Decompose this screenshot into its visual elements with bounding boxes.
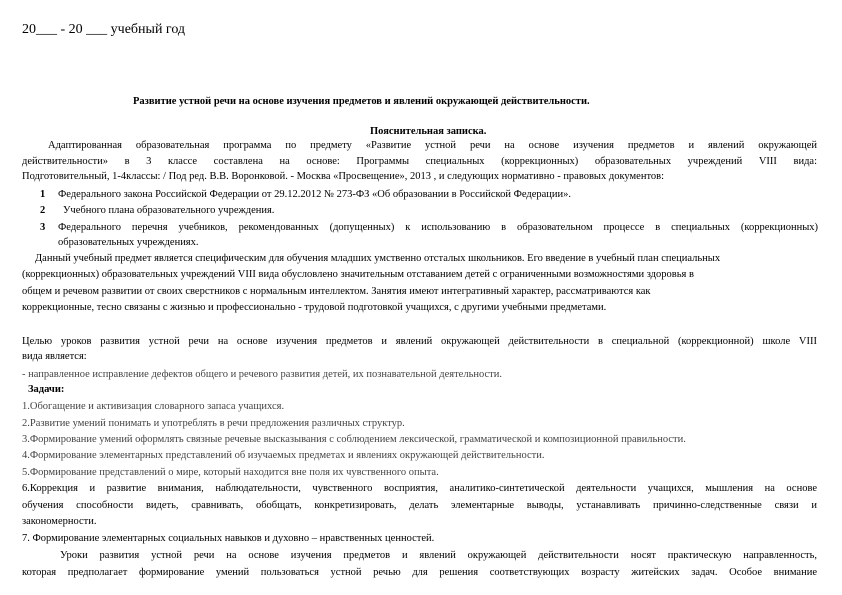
para2-line-3: общем и речевом развитии от своих сверстников с нормальным интеллектом. Занятия имеют интегративный характер, рассматриваются как (22, 286, 651, 297)
list-item-3: Федерального перечня учебников, рекомендованных (допущенных) к использованию в образовательном процессе в специальных (коррекционных) (58, 222, 818, 233)
goal-line-1: Целью уроков развития устной речи на основе изучения предметов и явлений окружающей действительности в специальной (коррекционной) школе VIII (22, 336, 817, 347)
task-6-line-3: закономерности. (22, 516, 97, 527)
task-5: 5.Формирование представлений о мире, который находится вне поля их чувственного опыта. (22, 467, 439, 478)
closing-line-1: Уроки развития устной речи на основе изучения предметов и явлений окружающей действительности носят практическую направленность, (60, 550, 817, 561)
goal-line-2: вида является: (22, 351, 87, 362)
task-4: 4.Формирование элементарных представлений об изучаемых предметах и явлениях окружающей действительности. (22, 450, 545, 461)
list-num-2: 2 (40, 205, 46, 216)
para2-line-1: Данный учебный предмет является специфическим для обучения младших умственно отсталых школьников. Его введение в учебный план специальных (35, 253, 721, 264)
list-num-3: 3 (40, 222, 46, 233)
task-2: 2.Развитие умений понимать и употреблять в речи предложения различных структур. (22, 418, 405, 429)
closing-line-2: которая предполагает формирование умений пользоваться устной речью для решения соответствующих возрасту житейских задач. Особое внимание (22, 567, 817, 578)
school-year-header: 20___ - 20 ___ учебный год (22, 22, 186, 37)
program-title: Развитие устной речи на основе изучения предметов и явлений окружающей действительности. (133, 96, 590, 107)
para2-line-2: (коррекционных) образовательных учреждений VIII вида обусловлено значительным отставанием детей с ограниченными возможностями здоровья в (22, 269, 694, 280)
intro-line-2: действительности» в 3 классе составлена на основе: Программы специальных (коррекционных) образовательных учреждений VIII вида: (22, 156, 817, 167)
list-item-1: Федерального закона Российской Федерации от 29.12.2012 № 273-ФЗ «Об образовании в Российской Федерации». (58, 189, 572, 200)
task-7: 7. Формирование элементарных социальных навыков и духовно – нравственных ценностей. (22, 533, 435, 544)
task-3: 3.Формирование умений оформлять связные речевые высказывания с соблюдением лексической, грамматической и композиционной правильности. (22, 434, 686, 445)
list-item-3-cont: образовательных учреждениях. (58, 237, 199, 248)
para2-line-4: коррекционные, тесно связаны с жизнью и профессионально - трудовой подготовкой учащихся, с другими учебными предметами. (22, 302, 607, 313)
intro-line-3: Подготовительный, 1-4классы: / Под ред. В.В. Воронковой. - Москва «Просвещение», 2013 , и следующих нормативно - правовых документов: (22, 171, 665, 182)
goal-item: - направленное исправление дефектов общего и речевого развития детей, их познавательной деятельности. (22, 369, 502, 380)
list-item-2: Учебного плана образовательного учреждения. (63, 205, 275, 216)
task-6-line-2: обучения способности видеть, сравнивать, обобщать, конкретизировать, делать элементарные выводы, устанавливать причинно-следственные связи и (22, 500, 817, 511)
task-1: 1.Обогащение и активизация словарного запаса учащихся. (22, 401, 285, 412)
task-6-line-1: 6.Коррекция и развитие внимания, наблюдательности, чувственного восприятия, аналитико-синтетической деятельности учащихся, мышления на основе (22, 483, 817, 494)
intro-line-1: Адаптированная образовательная программа по предмету «Развитие устной речи на основе изучения предметов и явлений окружающей (48, 140, 817, 151)
section-title: Пояснительная записка. (370, 126, 487, 137)
tasks-title: Задачи: (28, 384, 65, 395)
list-num-1: 1 (40, 189, 46, 200)
